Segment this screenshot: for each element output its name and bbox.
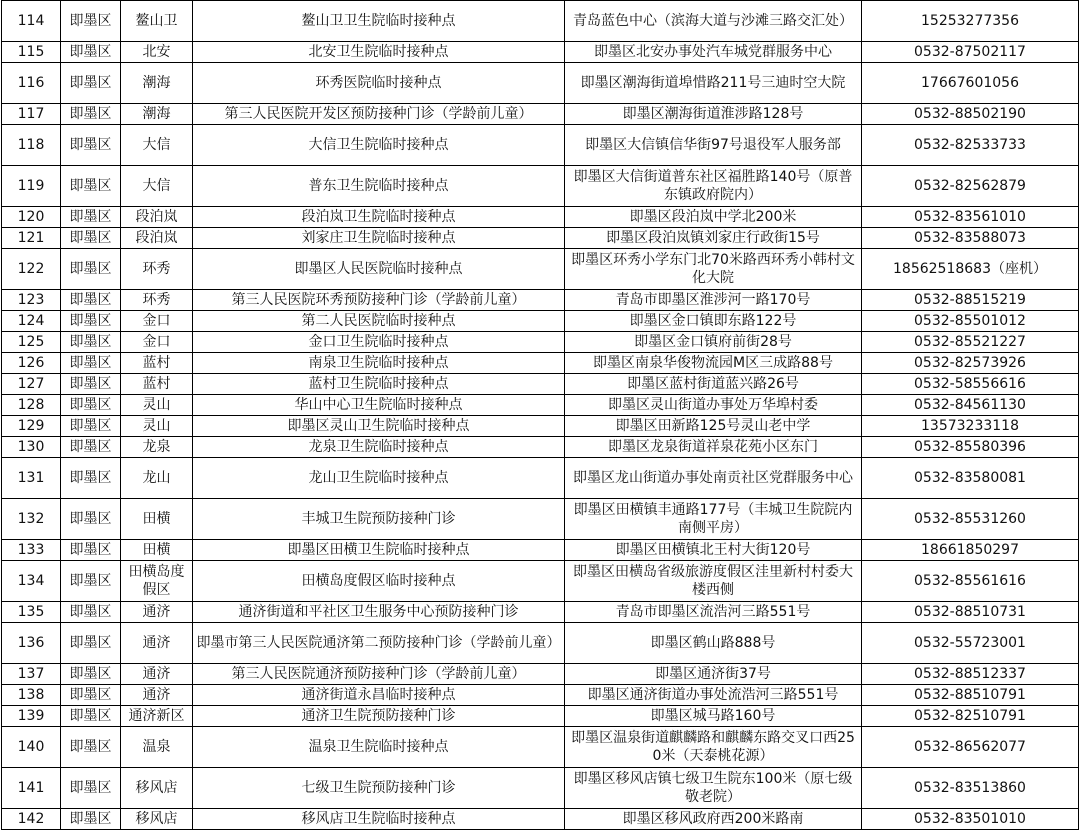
site-name-cell: 蓝村卫生院临时接种点 [193,374,565,395]
table-row [2,416,1079,437]
row-number-cell: 122 [2,249,61,290]
town-cell: 蓝村 [121,353,193,374]
address-cell: 青岛蓝色中心（滨海大道与沙滩三路交汇处） [565,1,862,42]
table-row [2,727,1079,768]
site-name-cell: 华山中心卫生院临时接种点 [193,395,565,416]
table-row [2,395,1079,416]
phone-cell: 0532-87502117 [862,42,1079,63]
table-row [2,207,1079,228]
phone-cell: 0532-83588073 [862,228,1079,249]
town-cell: 蓝村 [121,374,193,395]
district-cell: 即墨区 [61,727,121,768]
town-cell: 环秀 [121,249,193,290]
site-name-cell: 段泊岚卫生院临时接种点 [193,207,565,228]
district-cell: 即墨区 [61,166,121,207]
town-cell: 温泉 [121,727,193,768]
site-name-cell: 刘家庄卫生院临时接种点 [193,228,565,249]
row-number-cell: 141 [2,768,61,809]
table-row [2,42,1079,63]
phone-cell: 18661850297 [862,540,1079,561]
site-name-cell: 即墨区人民医院临时接种点 [193,249,565,290]
site-name-cell: 第三人民医院通济预防接种门诊（学龄前儿童） [193,664,565,685]
site-name-cell: 第三人民医院环秀预防接种门诊（学龄前儿童） [193,290,565,311]
district-cell: 即墨区 [61,228,121,249]
site-name-cell: 北安卫生院临时接种点 [193,42,565,63]
address-cell: 即墨区鹤山路888号 [565,623,862,664]
district-cell: 即墨区 [61,809,121,830]
address-cell: 即墨区段泊岚镇刘家庄行政街15号 [565,228,862,249]
town-cell: 通济新区 [121,706,193,727]
district-cell: 即墨区 [61,706,121,727]
address-cell: 青岛市即墨区淮涉河一路170号 [565,290,862,311]
site-name-cell: 即墨区灵山卫生院临时接种点 [193,416,565,437]
site-name-cell: 龙山卫生院临时接种点 [193,458,565,499]
phone-cell: 0532-85521227 [862,332,1079,353]
address-cell: 即墨区龙山街道办事处南贡社区党群服务中心 [565,458,862,499]
table-row [2,561,1079,602]
site-name-cell: 通济街道永昌临时接种点 [193,685,565,706]
district-cell: 即墨区 [61,125,121,166]
district-cell: 即墨区 [61,42,121,63]
town-cell: 潮海 [121,63,193,104]
row-number-cell: 114 [2,1,61,42]
table-row [2,458,1079,499]
site-name-cell: 田横岛度假区临时接种点 [193,561,565,602]
town-cell: 通济 [121,685,193,706]
town-cell: 段泊岚 [121,228,193,249]
district-cell: 即墨区 [61,416,121,437]
address-cell: 即墨区移风店镇七级卫生院东100米（原七级敬老院） [565,768,862,809]
row-number-cell: 136 [2,623,61,664]
town-cell: 田横 [121,540,193,561]
site-name-cell: 丰城卫生院预防接种门诊 [193,499,565,540]
table-row [2,664,1079,685]
phone-cell: 15253277356 [862,1,1079,42]
table-row [2,437,1079,458]
address-cell: 即墨区移风政府西200米路南 [565,809,862,830]
district-cell: 即墨区 [61,290,121,311]
table-row [2,228,1079,249]
address-cell: 即墨区段泊岚中学北200米 [565,207,862,228]
phone-cell: 0532-82533733 [862,125,1079,166]
row-number-cell: 125 [2,332,61,353]
district-cell: 即墨区 [61,353,121,374]
table-row [2,374,1079,395]
phone-cell: 0532-88510731 [862,602,1079,623]
table-row [2,768,1079,809]
row-number-cell: 124 [2,311,61,332]
table-row [2,249,1079,290]
site-name-cell: 大信卫生院临时接种点 [193,125,565,166]
site-name-cell: 金口卫生院临时接种点 [193,332,565,353]
vaccination-sites-table [1,0,1079,830]
town-cell: 移风店 [121,768,193,809]
phone-cell: 0532-88502190 [862,104,1079,125]
phone-cell: 0532-55723001 [862,623,1079,664]
table-body [2,1,1079,830]
town-cell: 金口 [121,311,193,332]
site-name-cell: 即墨区田横卫生院临时接种点 [193,540,565,561]
address-cell: 即墨区田横岛省级旅游度假区洼里新村村委大楼西侧 [565,561,862,602]
phone-cell: 0532-83501010 [862,809,1079,830]
address-cell: 即墨区南泉华俊物流园M区三成路88号 [565,353,862,374]
address-cell: 即墨区田横镇北王村大街120号 [565,540,862,561]
row-number-cell: 128 [2,395,61,416]
table-row [2,540,1079,561]
town-cell: 段泊岚 [121,207,193,228]
table-row [2,63,1079,104]
address-cell: 即墨区北安办事处汽车城党群服务中心 [565,42,862,63]
site-name-cell: 南泉卫生院临时接种点 [193,353,565,374]
address-cell: 青岛市即墨区流浩河三路551号 [565,602,862,623]
site-name-cell: 移风店卫生院临时接种点 [193,809,565,830]
district-cell: 即墨区 [61,395,121,416]
row-number-cell: 131 [2,458,61,499]
district-cell: 即墨区 [61,207,121,228]
site-name-cell: 普东卫生院临时接种点 [193,166,565,207]
row-number-cell: 129 [2,416,61,437]
town-cell: 潮海 [121,104,193,125]
row-number-cell: 126 [2,353,61,374]
district-cell: 即墨区 [61,664,121,685]
address-cell: 即墨区潮海街道淮涉路128号 [565,104,862,125]
site-name-cell: 环秀医院临时接种点 [193,63,565,104]
table-row [2,706,1079,727]
row-number-cell: 120 [2,207,61,228]
row-number-cell: 132 [2,499,61,540]
site-name-cell: 龙泉卫生院临时接种点 [193,437,565,458]
district-cell: 即墨区 [61,602,121,623]
phone-cell: 0532-88515219 [862,290,1079,311]
table-row [2,499,1079,540]
row-number-cell: 123 [2,290,61,311]
row-number-cell: 118 [2,125,61,166]
row-number-cell: 117 [2,104,61,125]
row-number-cell: 116 [2,63,61,104]
town-cell: 龙泉 [121,437,193,458]
row-number-cell: 139 [2,706,61,727]
phone-cell: 0532-83513860 [862,768,1079,809]
phone-cell: 0532-85580396 [862,437,1079,458]
table-row [2,353,1079,374]
address-cell: 即墨区龙泉街道祥泉花苑小区东门 [565,437,862,458]
district-cell: 即墨区 [61,332,121,353]
row-number-cell: 127 [2,374,61,395]
row-number-cell: 138 [2,685,61,706]
row-number-cell: 135 [2,602,61,623]
table-row [2,685,1079,706]
phone-cell: 0532-88512337 [862,664,1079,685]
district-cell: 即墨区 [61,1,121,42]
row-number-cell: 133 [2,540,61,561]
address-cell: 即墨区田横镇丰通路177号（丰城卫生院院内南侧平房） [565,499,862,540]
table-row [2,104,1079,125]
town-cell: 田横岛度假区 [121,561,193,602]
district-cell: 即墨区 [61,768,121,809]
phone-cell: 17667601056 [862,63,1079,104]
site-name-cell: 即墨市第三人民医院通济第二预防接种门诊（学龄前儿童） [193,623,565,664]
phone-cell: 13573233118 [862,416,1079,437]
site-name-cell: 温泉卫生院临时接种点 [193,727,565,768]
town-cell: 北安 [121,42,193,63]
district-cell: 即墨区 [61,685,121,706]
town-cell: 金口 [121,332,193,353]
phone-cell: 0532-85531260 [862,499,1079,540]
address-cell: 即墨区大信街道普东社区福胜路140号（原普东镇政府院内） [565,166,862,207]
phone-cell: 0532-58556616 [862,374,1079,395]
town-cell: 通济 [121,664,193,685]
table-row [2,290,1079,311]
table-row [2,809,1079,830]
row-number-cell: 134 [2,561,61,602]
phone-cell: 18562518683（座机） [862,249,1079,290]
address-cell: 即墨区大信镇信华街97号退役军人服务部 [565,125,862,166]
phone-cell: 0532-84561130 [862,395,1079,416]
address-cell: 即墨区潮海街道埠惜路211号三迪时空大院 [565,63,862,104]
address-cell: 即墨区通济街37号 [565,664,862,685]
town-cell: 田横 [121,499,193,540]
phone-cell: 0532-82510791 [862,706,1079,727]
address-cell: 即墨区田新路125号灵山老中学 [565,416,862,437]
district-cell: 即墨区 [61,374,121,395]
phone-cell: 0532-88510791 [862,685,1079,706]
district-cell: 即墨区 [61,311,121,332]
row-number-cell: 137 [2,664,61,685]
table-row [2,623,1079,664]
table-row [2,602,1079,623]
address-cell: 即墨区温泉街道麒麟路和麒麟东路交叉口西250米（天泰桃花源） [565,727,862,768]
district-cell: 即墨区 [61,458,121,499]
address-cell: 即墨区金口镇府前街28号 [565,332,862,353]
phone-cell: 0532-83580081 [862,458,1079,499]
phone-cell: 0532-85561616 [862,561,1079,602]
town-cell: 大信 [121,166,193,207]
row-number-cell: 121 [2,228,61,249]
district-cell: 即墨区 [61,249,121,290]
address-cell: 即墨区金口镇即东路122号 [565,311,862,332]
site-name-cell: 鳌山卫卫生院临时接种点 [193,1,565,42]
table-row [2,166,1079,207]
row-number-cell: 142 [2,809,61,830]
town-cell: 环秀 [121,290,193,311]
row-number-cell: 140 [2,727,61,768]
site-name-cell: 通济街道和平社区卫生服务中心预防接种门诊 [193,602,565,623]
address-cell: 即墨区城马路160号 [565,706,862,727]
site-name-cell: 第二人民医院临时接种点 [193,311,565,332]
phone-cell: 0532-83561010 [862,207,1079,228]
district-cell: 即墨区 [61,540,121,561]
town-cell: 大信 [121,125,193,166]
table-row [2,332,1079,353]
phone-cell: 0532-82573926 [862,353,1079,374]
phone-cell: 0532-86562077 [862,727,1079,768]
district-cell: 即墨区 [61,499,121,540]
site-name-cell: 第三人民医院开发区预防接种门诊（学龄前儿童） [193,104,565,125]
table-row [2,311,1079,332]
district-cell: 即墨区 [61,561,121,602]
table-row [2,125,1079,166]
town-cell: 通济 [121,623,193,664]
town-cell: 灵山 [121,395,193,416]
district-cell: 即墨区 [61,623,121,664]
district-cell: 即墨区 [61,63,121,104]
town-cell: 移风店 [121,809,193,830]
town-cell: 通济 [121,602,193,623]
town-cell: 鳌山卫 [121,1,193,42]
town-cell: 灵山 [121,416,193,437]
address-cell: 即墨区蓝村街道蓝兴路26号 [565,374,862,395]
phone-cell: 0532-85501012 [862,311,1079,332]
site-name-cell: 通济卫生院预防接种门诊 [193,706,565,727]
row-number-cell: 130 [2,437,61,458]
address-cell: 即墨区环秀小学东门北70米路西环秀小韩村文化大院 [565,249,862,290]
table-row [2,1,1079,42]
address-cell: 即墨区通济街道办事处流浩河三路551号 [565,685,862,706]
row-number-cell: 115 [2,42,61,63]
town-cell: 龙山 [121,458,193,499]
row-number-cell: 119 [2,166,61,207]
address-cell: 即墨区灵山街道办事处万华埠村委 [565,395,862,416]
site-name-cell: 七级卫生院预防接种门诊 [193,768,565,809]
district-cell: 即墨区 [61,437,121,458]
district-cell: 即墨区 [61,104,121,125]
phone-cell: 0532-82562879 [862,166,1079,207]
